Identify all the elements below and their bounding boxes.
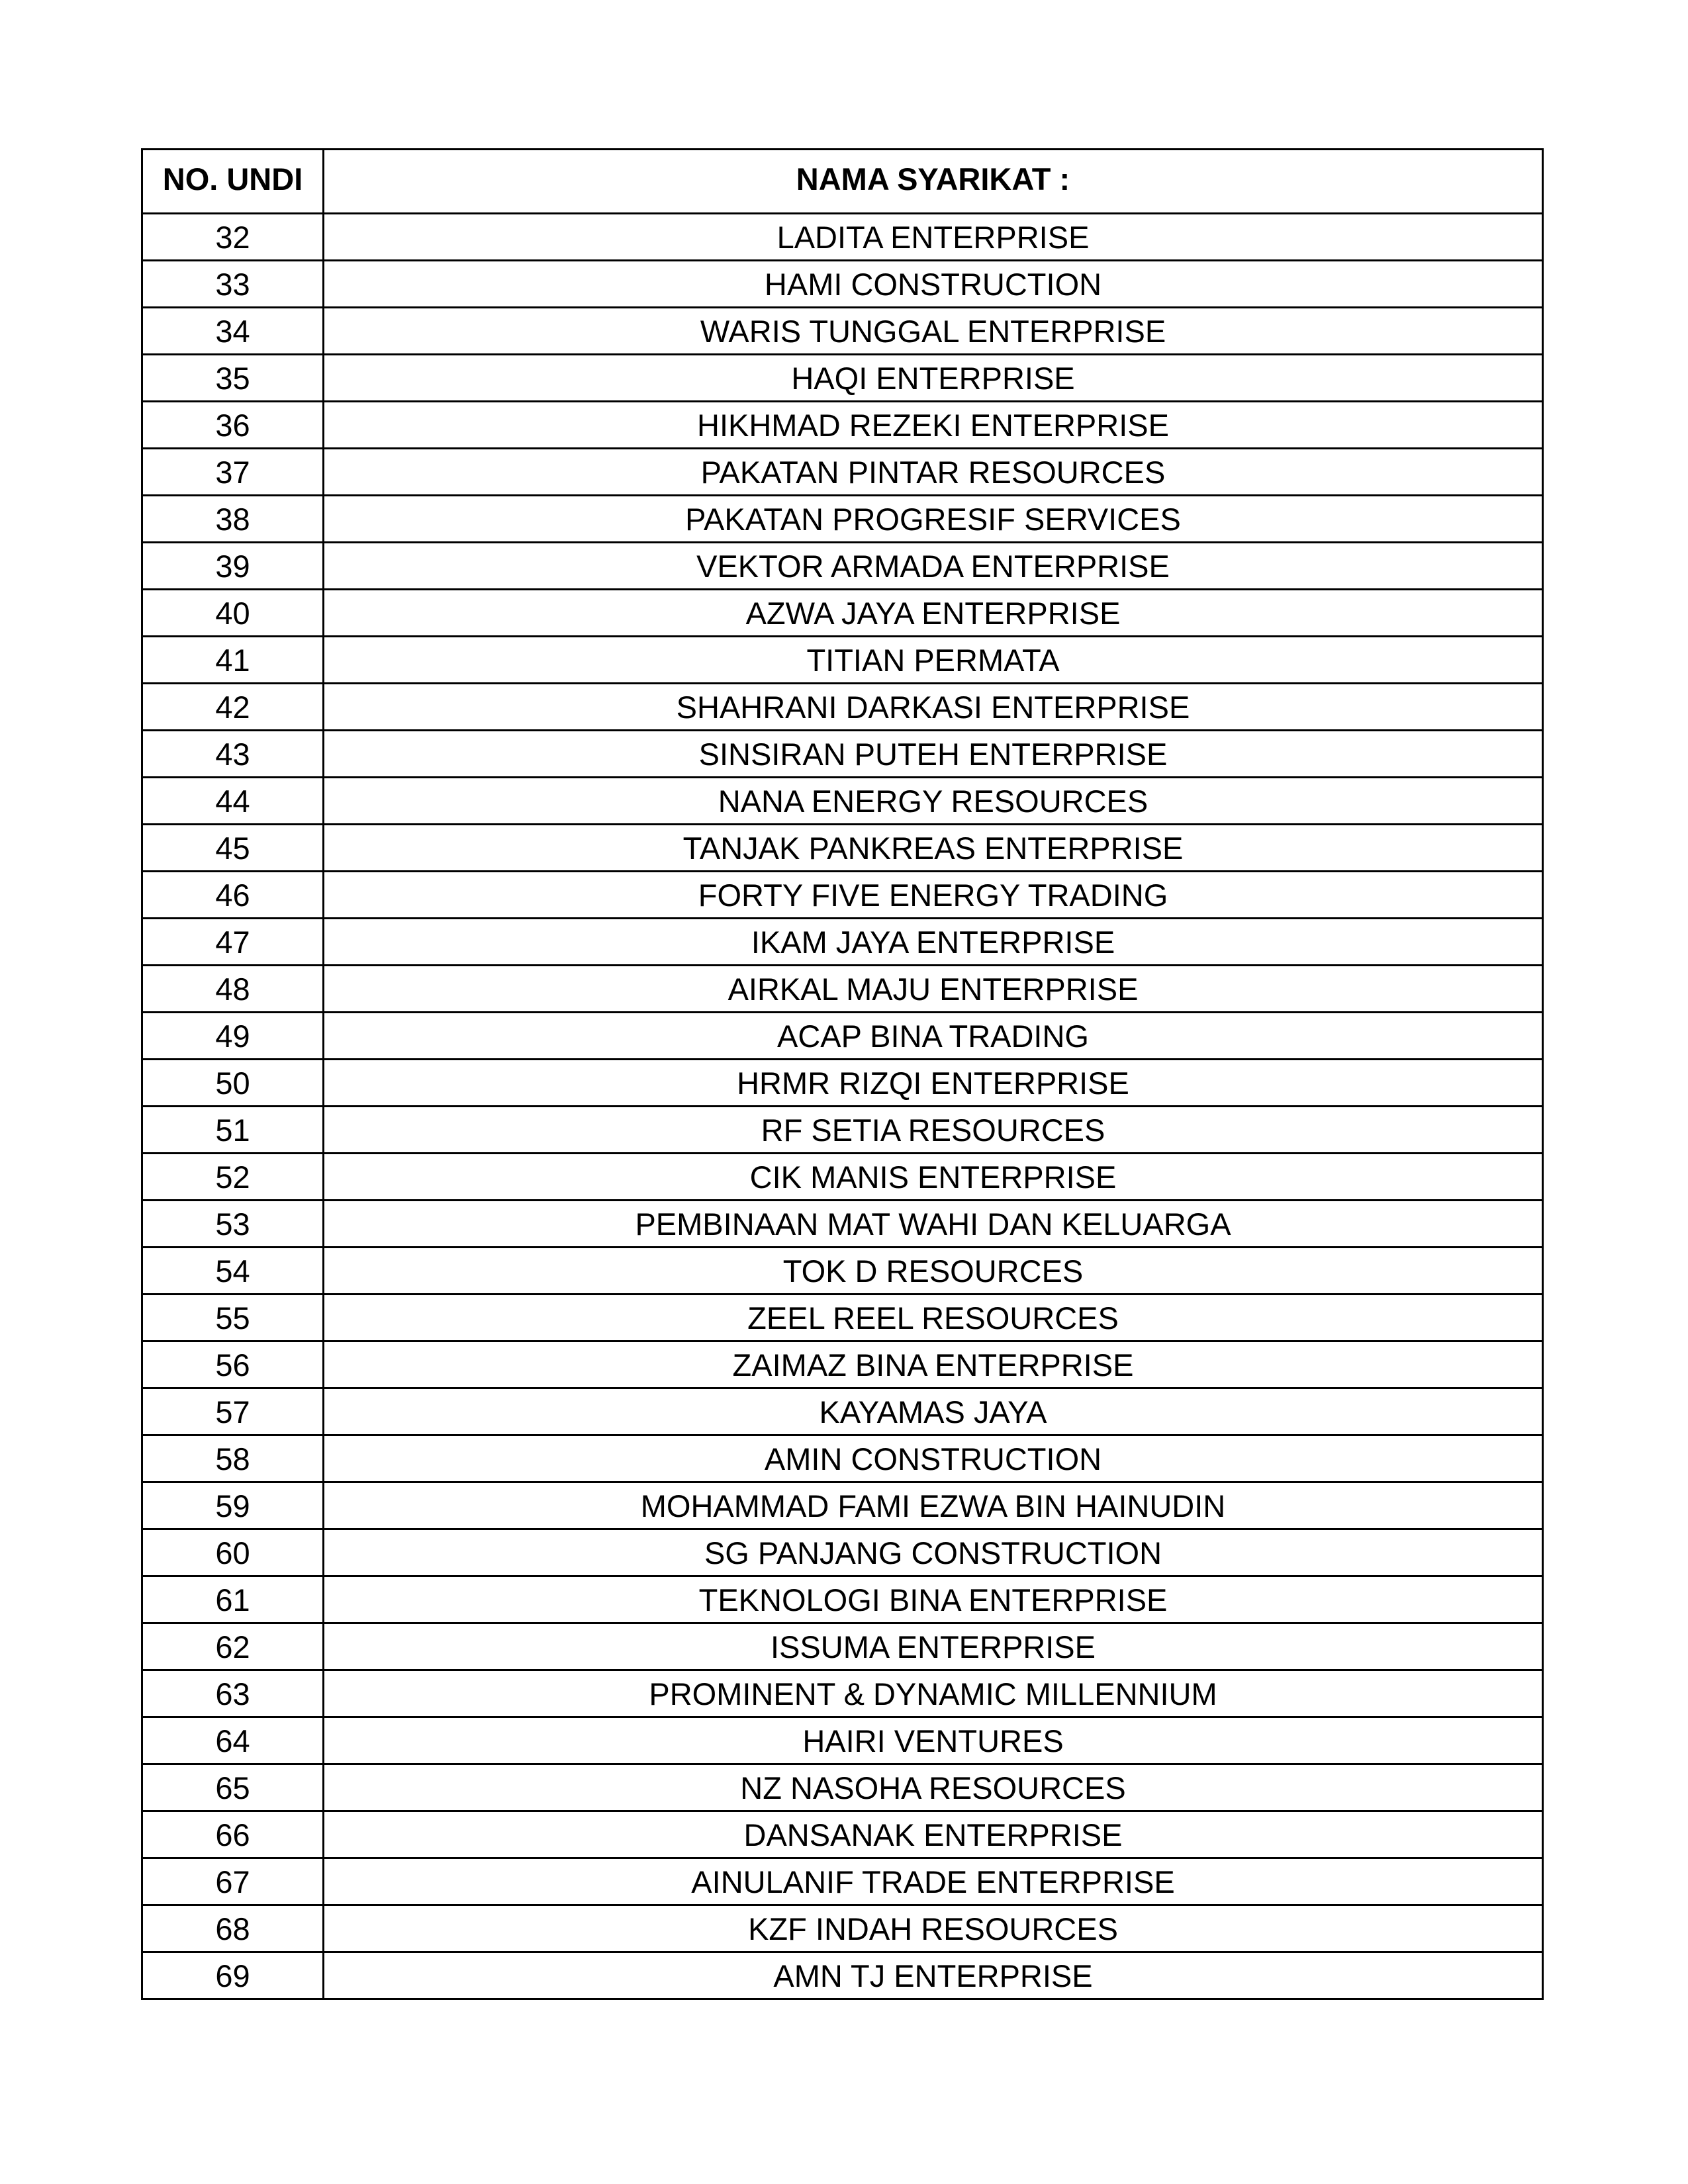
- company-name-cell: FORTY FIVE ENERGY TRADING: [324, 872, 1543, 919]
- company-name-cell: DANSANAK ENTERPRISE: [324, 1811, 1543, 1858]
- table-row: [142, 1764, 1543, 1811]
- company-name-cell: MOHAMMAD FAMI EZWA BIN HAINUDIN: [324, 1482, 1543, 1529]
- row-number-cell: 67: [142, 1858, 324, 1905]
- row-number-cell: 62: [142, 1623, 324, 1670]
- table-row: [142, 1952, 1543, 1999]
- table-row: [142, 1295, 1543, 1342]
- table-row: [142, 543, 1543, 590]
- table-row: [142, 1342, 1543, 1388]
- table-row: [142, 1623, 1543, 1670]
- row-number-cell: 42: [142, 684, 324, 731]
- company-name-cell: ZEEL REEL RESOURCES: [324, 1295, 1543, 1342]
- company-name-cell: NANA ENERGY RESOURCES: [324, 778, 1543, 825]
- row-number-cell: 60: [142, 1529, 324, 1576]
- table-row: [142, 1811, 1543, 1858]
- header-nama-syarikat: NAMA SYARIKAT :: [324, 150, 1543, 214]
- company-name-cell: VEKTOR ARMADA ENTERPRISE: [324, 543, 1543, 590]
- header-no-undi: NO. UNDI: [142, 150, 324, 214]
- table-row: [142, 1529, 1543, 1576]
- table-row: [142, 1107, 1543, 1154]
- company-name-cell: KAYAMAS JAYA: [324, 1388, 1543, 1435]
- row-number-cell: 36: [142, 402, 324, 449]
- company-name-cell: TOK D RESOURCES: [324, 1248, 1543, 1295]
- row-number-cell: 34: [142, 308, 324, 355]
- row-number-cell: 58: [142, 1435, 324, 1482]
- row-number-cell: 64: [142, 1717, 324, 1764]
- row-number-cell: 51: [142, 1107, 324, 1154]
- row-number-cell: 46: [142, 872, 324, 919]
- company-name-cell: SHAHRANI DARKASI ENTERPRISE: [324, 684, 1543, 731]
- table-row: [142, 1201, 1543, 1248]
- row-number-cell: 57: [142, 1388, 324, 1435]
- company-name-cell: ISSUMA ENTERPRISE: [324, 1623, 1543, 1670]
- table-row: [142, 1717, 1543, 1764]
- company-name-cell: HAIRI VENTURES: [324, 1717, 1543, 1764]
- company-name-cell: NZ NASOHA RESOURCES: [324, 1764, 1543, 1811]
- row-number-cell: 52: [142, 1154, 324, 1201]
- row-number-cell: 48: [142, 966, 324, 1013]
- row-number-cell: 50: [142, 1060, 324, 1107]
- table-row: [142, 966, 1543, 1013]
- company-name-cell: SG PANJANG CONSTRUCTION: [324, 1529, 1543, 1576]
- table-body: [142, 214, 1543, 1999]
- table-row: [142, 919, 1543, 966]
- row-number-cell: 68: [142, 1905, 324, 1952]
- company-name-cell: HAMI CONSTRUCTION: [324, 261, 1543, 308]
- table-row: [142, 1905, 1543, 1952]
- table-row: [142, 1435, 1543, 1482]
- row-number-cell: 63: [142, 1670, 324, 1717]
- table-row: [142, 1154, 1543, 1201]
- header-row: [142, 150, 1543, 214]
- company-name-cell: RF SETIA RESOURCES: [324, 1107, 1543, 1154]
- row-number-cell: 54: [142, 1248, 324, 1295]
- table-row: [142, 590, 1543, 637]
- company-name-cell: TEKNOLOGI BINA ENTERPRISE: [324, 1576, 1543, 1623]
- company-name-cell: TITIAN PERMATA: [324, 637, 1543, 684]
- row-number-cell: 49: [142, 1013, 324, 1060]
- company-name-cell: AMN TJ ENTERPRISE: [324, 1952, 1543, 1999]
- row-number-cell: 55: [142, 1295, 324, 1342]
- company-name-cell: AMIN CONSTRUCTION: [324, 1435, 1543, 1482]
- company-name-cell: PAKATAN PINTAR RESOURCES: [324, 449, 1543, 496]
- row-number-cell: 38: [142, 496, 324, 543]
- table-row: [142, 449, 1543, 496]
- table-row: [142, 1670, 1543, 1717]
- table-row: [142, 778, 1543, 825]
- company-name-cell: TANJAK PANKREAS ENTERPRISE: [324, 825, 1543, 872]
- table-row: [142, 1013, 1543, 1060]
- row-number-cell: 41: [142, 637, 324, 684]
- company-name-cell: CIK MANIS ENTERPRISE: [324, 1154, 1543, 1201]
- table-row: [142, 402, 1543, 449]
- row-number-cell: 59: [142, 1482, 324, 1529]
- table-row: [142, 731, 1543, 778]
- company-name-cell: ZAIMAZ BINA ENTERPRISE: [324, 1342, 1543, 1388]
- table-row: [142, 1388, 1543, 1435]
- company-name-cell: PEMBINAAN MAT WAHI DAN KELUARGA: [324, 1201, 1543, 1248]
- row-number-cell: 44: [142, 778, 324, 825]
- company-name-cell: AINULANIF TRADE ENTERPRISE: [324, 1858, 1543, 1905]
- row-number-cell: 47: [142, 919, 324, 966]
- company-list-table: [141, 148, 1544, 2000]
- table-row: [142, 308, 1543, 355]
- row-number-cell: 65: [142, 1764, 324, 1811]
- table-row: [142, 214, 1543, 261]
- company-name-cell: HRMR RIZQI ENTERPRISE: [324, 1060, 1543, 1107]
- company-name-cell: KZF INDAH RESOURCES: [324, 1905, 1543, 1952]
- table-row: [142, 261, 1543, 308]
- table-row: [142, 1482, 1543, 1529]
- table-row: [142, 872, 1543, 919]
- company-name-cell: SINSIRAN PUTEH ENTERPRISE: [324, 731, 1543, 778]
- table-row: [142, 1576, 1543, 1623]
- company-name-cell: PROMINENT & DYNAMIC MILLENNIUM: [324, 1670, 1543, 1717]
- company-name-cell: HAQI ENTERPRISE: [324, 355, 1543, 402]
- table-header: [142, 150, 1543, 214]
- table-row: [142, 825, 1543, 872]
- row-number-cell: 53: [142, 1201, 324, 1248]
- company-name-cell: WARIS TUNGGAL ENTERPRISE: [324, 308, 1543, 355]
- row-number-cell: 43: [142, 731, 324, 778]
- row-number-cell: 39: [142, 543, 324, 590]
- company-name-cell: LADITA ENTERPRISE: [324, 214, 1543, 261]
- row-number-cell: 69: [142, 1952, 324, 1999]
- company-name-cell: ACAP BINA TRADING: [324, 1013, 1543, 1060]
- table-row: [142, 1060, 1543, 1107]
- row-number-cell: 37: [142, 449, 324, 496]
- row-number-cell: 56: [142, 1342, 324, 1388]
- row-number-cell: 40: [142, 590, 324, 637]
- table-row: [142, 684, 1543, 731]
- row-number-cell: 45: [142, 825, 324, 872]
- table-row: [142, 1248, 1543, 1295]
- row-number-cell: 32: [142, 214, 324, 261]
- row-number-cell: 66: [142, 1811, 324, 1858]
- table-row: [142, 355, 1543, 402]
- row-number-cell: 61: [142, 1576, 324, 1623]
- row-number-cell: 35: [142, 355, 324, 402]
- table-row: [142, 496, 1543, 543]
- row-number-cell: 33: [142, 261, 324, 308]
- company-name-cell: AZWA JAYA ENTERPRISE: [324, 590, 1543, 637]
- company-name-cell: IKAM JAYA ENTERPRISE: [324, 919, 1543, 966]
- company-name-cell: HIKHMAD REZEKI ENTERPRISE: [324, 402, 1543, 449]
- table-row: [142, 637, 1543, 684]
- table-row: [142, 1858, 1543, 1905]
- company-name-cell: AIRKAL MAJU ENTERPRISE: [324, 966, 1543, 1013]
- company-name-cell: PAKATAN PROGRESIF SERVICES: [324, 496, 1543, 543]
